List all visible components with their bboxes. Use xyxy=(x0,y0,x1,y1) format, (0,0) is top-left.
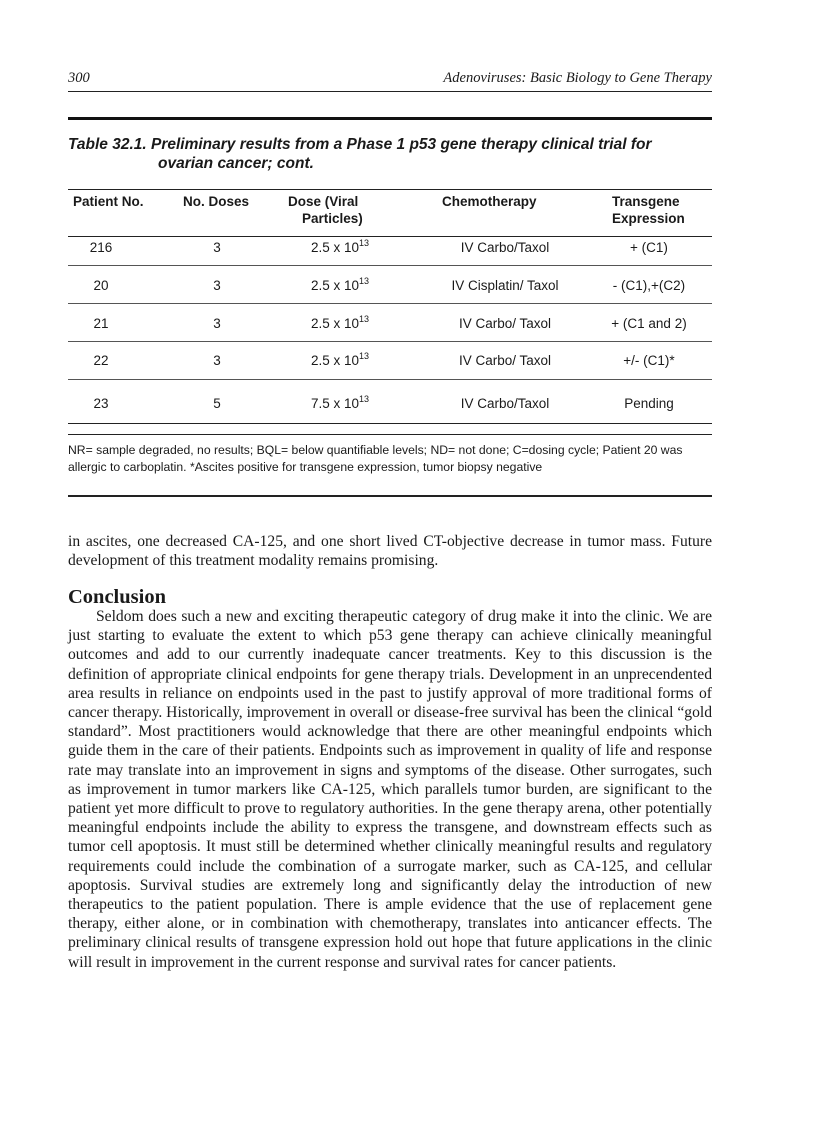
column-header-expression: Transgene Expression xyxy=(612,194,685,226)
header-rule xyxy=(68,91,712,92)
cell-dose: 2.5 x $10^{13}$ xyxy=(310,351,370,368)
cell-doses: 3 xyxy=(213,240,221,255)
footnote-top-rule xyxy=(68,434,712,435)
cell-patient: 20 xyxy=(93,278,109,293)
row-rule xyxy=(68,341,712,342)
table-header-top-rule xyxy=(68,189,712,190)
cell-chemotherapy: IV Carbo/ Taxol xyxy=(458,353,552,368)
row-rule xyxy=(68,303,712,304)
cell-chemotherapy: IV Carbo/Taxol xyxy=(460,396,550,411)
cell-dose: 2.5 x $10^{13}$ xyxy=(310,276,370,293)
cell-doses: 3 xyxy=(213,316,221,331)
cell-patient: 22 xyxy=(93,353,109,368)
table-body-bottom-rule xyxy=(68,423,712,424)
table-footnote: NR= sample degraded, no results; BQL= below quantifiable levels; ND= not done; C=dosing cycle; Patient 20 was allergic to carboplatin. *Ascites positive for transgene expression, tumor biopsy negative xyxy=(68,443,683,474)
table-caption xyxy=(68,135,712,173)
body-paragraph: Seldom does such a new and exciting therapeutic category of drug make it into the clinic. We are just starting to evaluate the extent to which p53 gene therapy can achieve clinically meaningful outcomes and add to our currently inadequate cancer treatments. Key to this discussion is the definition of appropriate clinical endpoints for gene therapy trials. Development in an unprecendented area results in reliance on endpoints used in the past to justify approval of more traditional forms of cancer therapy. Historically, improvement in overall or disease-free survival has been the clinical “gold standard”. Most practitioners would acknowledge that there are other meaningful endpoints which guide them in the care of their patients. Endpoints such as improvement in quality of life and response rate may translate into an improvement in signs and symptoms of the disease. Other surrogates, such as improvement in tumor markers like CA-125, which parallels tumor burden, are significant to the patient yet more difficult to prove to regulatory authorities. In the gene therapy arena, other potentially meaningful endpoints include the ability to express the transgene, and downstream effects such as tumor cell apoptosis. It must still be determined whether clinically meaningful results and regulatory requirements could include the combination of a surrogate marker, such as CA-125, and cellular apoptosis. Survival studies are extremely long and significantly delay the introduction of new therapeutics to the patient population. There is ample evidence that the use of replacement gene therapy, either alone, or in combination with chemotherapy, translates into anticancer effects. The preliminary clinical results of transgene expression hold out hope that future applications in the clinic will result in improvement in the current response and survival rates for cancer patients. xyxy=(68,608,712,971)
cell-expression: + (C1 and 2) xyxy=(611,316,687,331)
cell-doses: 3 xyxy=(213,278,221,293)
cell-dose: 2.5 x $10^{13}$ xyxy=(310,238,370,255)
running-title: Adenoviruses: Basic Biology to Gene Therapy xyxy=(443,70,712,86)
cell-doses: 3 xyxy=(213,353,221,368)
cell-dose: 7.5 x $10^{13}$ xyxy=(310,394,370,411)
section-heading: Conclusion xyxy=(68,586,166,608)
column-header-chemotherapy: Chemotherapy xyxy=(442,194,537,209)
table-caption-line1: Table 32.1. Preliminary results from a Phase 1 p53 gene therapy clinical trial for xyxy=(68,136,652,153)
cell-chemotherapy: IV Carbo/Taxol xyxy=(460,240,550,255)
table-header-bottom-rule xyxy=(68,236,712,237)
body-paragraph: in ascites, one decreased CA-125, and one short lived CT-objective decrease in tumor mass. Future development of this treatment modality remains promising. xyxy=(68,533,712,570)
cell-doses: 5 xyxy=(213,396,221,411)
table-top-rule xyxy=(68,117,712,120)
cell-patient: 21 xyxy=(93,316,109,331)
cell-patient: 216 xyxy=(89,240,113,255)
cell-chemotherapy: IV Cisplatin/ Taxol xyxy=(451,278,559,293)
running-header xyxy=(68,70,712,90)
cell-expression: + (C1) xyxy=(630,240,668,255)
cell-expression: - (C1),+(C2) xyxy=(612,278,686,293)
cell-dose: 2.5 x $10^{13}$ xyxy=(310,314,370,331)
column-header-dose: Dose (Viral Particles) xyxy=(288,194,363,226)
cell-chemotherapy: IV Carbo/ Taxol xyxy=(458,316,552,331)
cell-expression: Pending xyxy=(624,396,674,411)
cell-patient: 23 xyxy=(93,396,109,411)
column-header-patient: Patient No. xyxy=(73,194,144,209)
column-header-doses: No. Doses xyxy=(183,194,250,209)
page-number: 300 xyxy=(68,70,90,86)
table-bottom-rule xyxy=(68,495,712,497)
cell-expression: +/- (C1)* xyxy=(623,353,675,368)
table-caption-line2: ovarian cancer; cont. xyxy=(158,155,314,172)
row-rule xyxy=(68,379,712,380)
row-rule xyxy=(68,265,712,266)
